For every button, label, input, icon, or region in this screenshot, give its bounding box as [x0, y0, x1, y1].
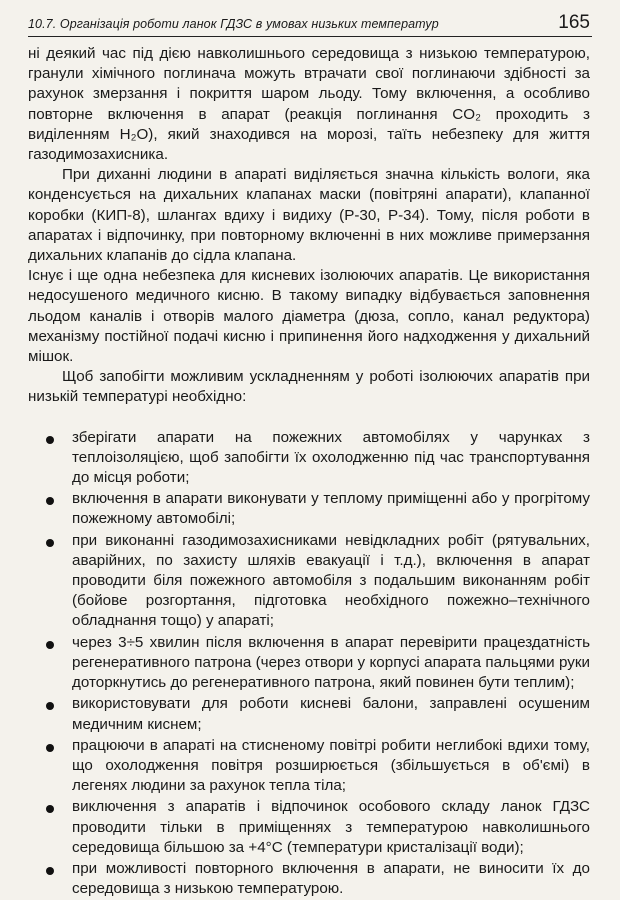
- bullet-icon: [46, 539, 54, 547]
- list-item: [28, 736, 590, 797]
- list-item-text: працюючи в апараті на стисненому повітрі робити неглибокі вдихи тому, що охолодження повітря розширюється (збільшується в об'ємі) в легенях людини за рахунок тепла тіла;: [72, 736, 590, 795]
- paragraph: Щоб запобігти можливим ускладненням у роботі ізолюючих апаратів при низькій температурі необхідно:: [28, 368, 590, 406]
- list-item-text: при можливості повторного включення в апарати, не виносити їх до середовища з низькою температурою.: [72, 859, 590, 898]
- list-item-text: при виконанні газодимозахисниками невідкладних робіт (рятувальних, аварійних, по захисту шляхів евакуації і т.д.), включення в апарат проводити біля пожежного автомобіля з подальшим виконанням робіт (бойове розгортання, підготовка необхідного пожежно–технічного обладнання тощо) у апараті;: [72, 531, 590, 630]
- paragraph: При диханні людини в апараті виділяється значна кількість вологи, яка конденсується на дихальних клапанах маски (повітряні апарати), клапанної коробки (КИП-8), шлангах вдиху і видиху (Р-30, Р-34). Тому, після роботи в апаратах і відпочинку, при повторному включенні в них можливе примерзання дихальних клапанів до сідла клапана.: [28, 166, 590, 265]
- bullet-icon: [46, 497, 54, 505]
- page-number: 165: [558, 12, 590, 33]
- bullet-icon: [46, 744, 54, 752]
- list-item: [28, 489, 590, 529]
- bullet-list: [28, 428, 590, 900]
- list-item-text: зберігати апарати на пожежних автомобілях у чарунках з теплоізоляцією, щоб запобігти їх охолодженню під час транспортування до місця роботи;: [72, 428, 590, 487]
- bullet-icon: [46, 436, 54, 444]
- list-item-text: включення в апарати виконувати у теплому приміщенні або у прогрітому пожежному автомобілі;: [72, 490, 590, 528]
- list-item-text: виключення з апаратів і відпочинок особового складу ланок ГДЗС проводити тільки в приміщеннях з температурою навколишнього середовища більшою за +4°С (температури кристалізації води);: [72, 798, 590, 856]
- list-item: [28, 797, 590, 858]
- bullet-icon: [46, 702, 54, 710]
- list-item: [28, 633, 590, 694]
- bullet-icon: [46, 805, 54, 813]
- list-item-text: використовувати для роботи кисневі балони, заправлені осушеним медичним киснем;: [72, 695, 590, 733]
- running-header: [28, 6, 592, 37]
- list-item: [28, 531, 590, 632]
- list-item: [28, 859, 590, 899]
- bullet-icon: [46, 641, 54, 649]
- list-item-text: через 3÷5 хвилин після включення в апарат перевірити працездатність регенеративного патрона (через отвори у корпусі апарата пальцями руки доторкнутись до регенеративного патрона, який повинен бути теплим);: [72, 633, 590, 692]
- list-item: [28, 428, 590, 489]
- paragraph: ні деякий час під дією навколишнього середовища з низькою температурою, гранули хімічного поглинача можуть втрачати свої поглинаючи здібності за рахунок змерзання і покриття шаром льоду. Тому включення, а особливо повторне включення в апарат (реакція поглинання CO₂ проходить з виділенням H₂O), який знаходився на морозі, таїть небезпеку для життя газодимозахисника.: [28, 45, 590, 164]
- bullet-icon: [46, 867, 54, 875]
- page-body: [28, 44, 590, 900]
- paragraph: Існує і ще одна небезпека для кисневих ізолюючих апаратів. Це використання недосушеного медичного кисню. В такому випадку відбувається заповнення льодом каналів і отворів малого діаметра (дюза, сопло, канал редуктора) механізму постійної подачі кисню і припинення його надходження у дихальний мішок.: [28, 267, 590, 366]
- header-title: 10.7. Організація роботи ланок ГДЗС в умовах низьких температур: [28, 17, 439, 31]
- list-item: [28, 694, 590, 734]
